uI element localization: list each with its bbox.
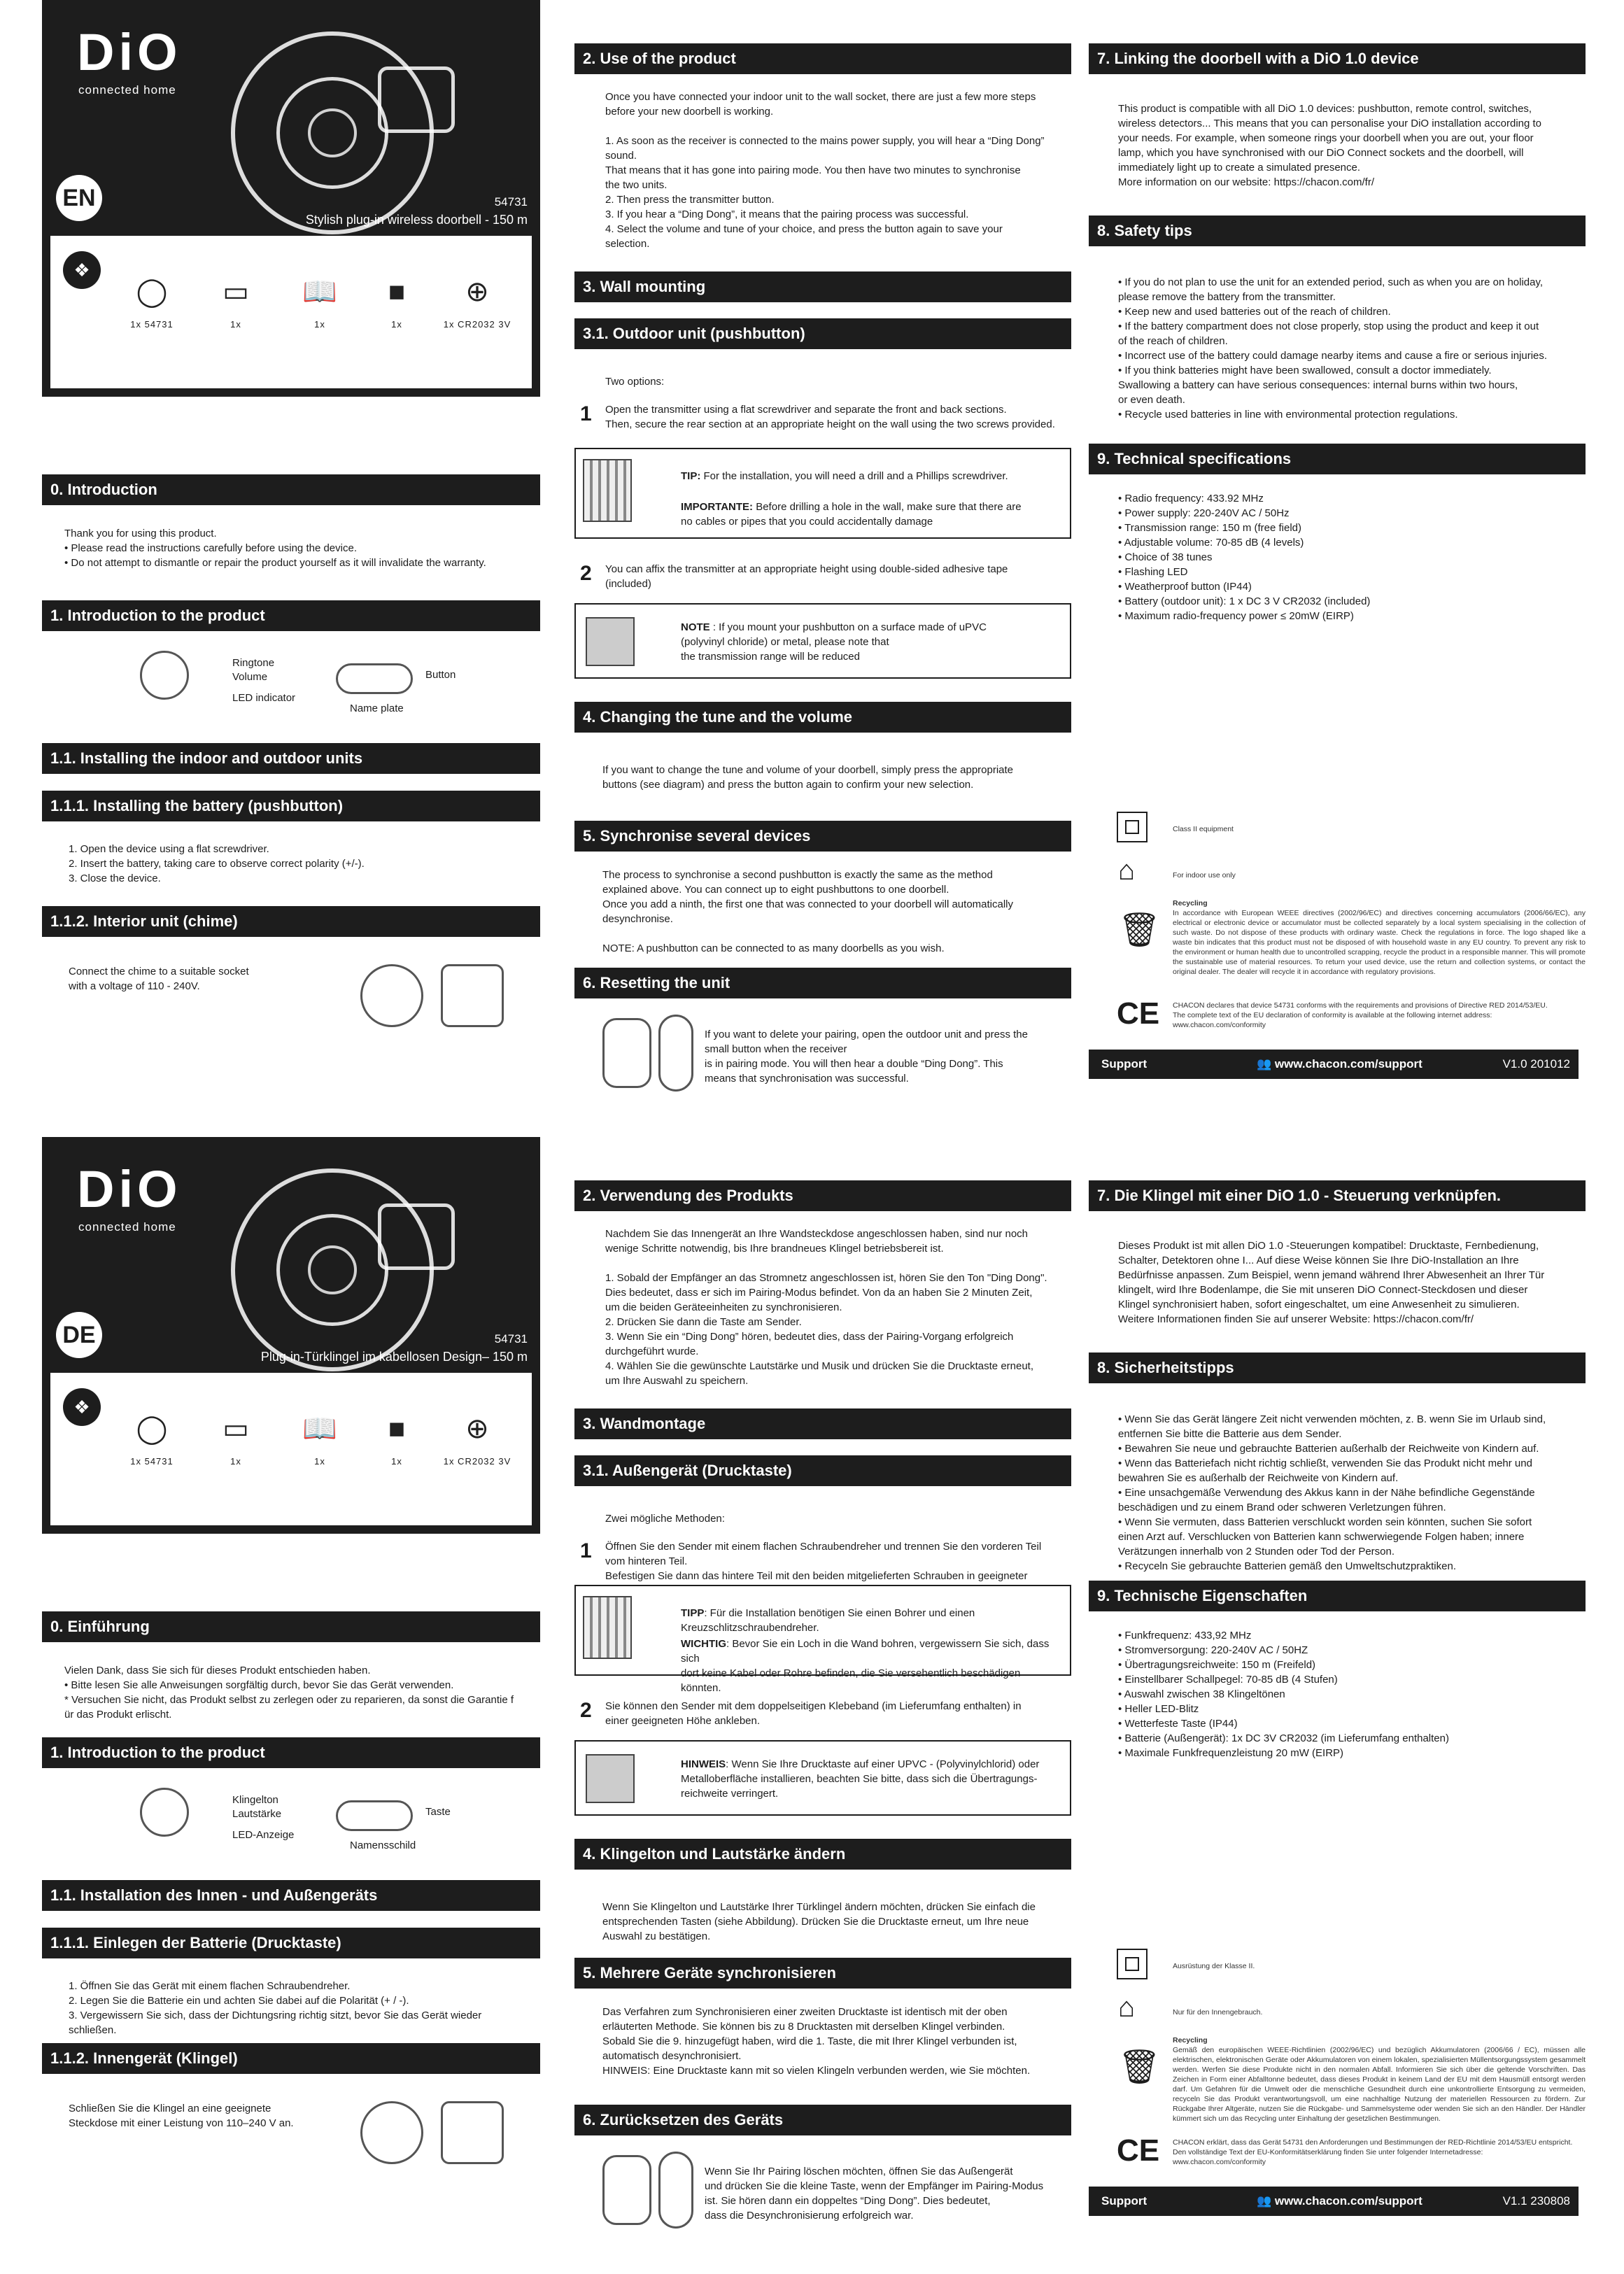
- class-ii-text: Class II equipment: [1173, 825, 1234, 833]
- cover: [42, 0, 540, 397]
- two-options: Zwei mögliche Methoden:: [605, 1513, 725, 1525]
- heading-intro-product: 1. Introduction to the product: [42, 1737, 540, 1768]
- heading-outdoor: 3.1. Outdoor unit (pushbutton): [574, 318, 1071, 349]
- important-text: [681, 1637, 1066, 1695]
- heading-sync: 5. Synchronise several devices: [574, 821, 1071, 852]
- tip-label: TIP:: [681, 470, 701, 482]
- tip-text: [681, 469, 1066, 483]
- step-1-number: 1: [580, 1539, 592, 1562]
- step-2-text: You can affix the transmitter at an appropriate height using double-sided adhesive tape (included): [605, 563, 1008, 590]
- step-1-text: Open the transmitter using a flat screwdriver and separate the front and back sections. Then, secure the rear section at an appropriate height on the wall using the two screws provided.: [605, 404, 1055, 430]
- pushbutton-icon: [658, 1015, 693, 1092]
- recycling-title: Recycling: [1173, 2036, 1208, 2045]
- label-button: Button: [425, 669, 456, 681]
- tip-body: For the installation, you will need a drill and a Phillips screwdriver.: [700, 470, 1008, 482]
- column-1: [42, 1137, 540, 2274]
- box-item-manual: [281, 271, 358, 331]
- plug-illustration: [378, 1203, 455, 1270]
- box-contents: [49, 234, 533, 390]
- recycling-text: Gemäß den europäischen WEEE-Richtlinien (2002/96/EC) und bezüglich Akkumulatoren (2006/66 / EC), müssen alle elektrischen, elektronischen Geräte oder Akkumulatoren von einem lokalen, spezialisierten Müllentsorgungssystem gesammelt werden. Werfen Sie diese Produkte nicht in den normalen Abfall. Informieren Sie sich über die geltende Vorschriften. Das Zeichen in Form einer Abfalltonne bedeutet, dass dieses Produkt in keinem Land der EU mit dem Hausmüll entsorgt werden darf. Um Gefahren für die Umwelt oder die menschliche Gesundheit durch eine unkontrollierte Entsorgung zu vermeiden, recyceln Sie das Produkt verantwortungsvoll, um eine nachhaltige Nutzung der materiellen Ressourcen zu fördern. Zur Rückgabe Ihrer Altgeräte, nutzen Sie die Rückgabe- und Sammelsysteme oder wenden Sie sich an den Händler. Der Händler kümmert sich um das Recycling unter Einhaltung der gesetzlichen Bestimmungen.: [1173, 2046, 1586, 2123]
- box-item-label: 1x CR2032 3V: [443, 1456, 511, 1467]
- important-label: IMPORTANTE:: [681, 501, 754, 513]
- pvc-surface-icon: [586, 617, 635, 666]
- box-item-chime: [113, 271, 190, 331]
- pushbutton-icon: [658, 2152, 693, 2229]
- battery-text: 1. Öffnen Sie das Gerät mit einem flachen Schraubendreher. 2. Legen Sie die Batterie ein und achten Sie dabei auf die Polarität (+ / -). 3. Vergewissern Sie sich, dass der Dichtungsring richtig sitzt, bevor Sie das Gerät wieder schließen.: [69, 1980, 482, 2036]
- weee-bin-icon: 🗑: [1118, 2049, 1161, 2086]
- label-volume: Lautstärke: [232, 1808, 282, 1820]
- box-item-label: 1x CR2032 3V: [443, 319, 511, 330]
- support-link[interactable]: 👥 www.chacon.com/support: [1257, 1057, 1422, 1071]
- tip-box: [574, 448, 1071, 539]
- recycling-title: Recycling: [1173, 899, 1208, 908]
- heading-link: 7. Linking the doorbell with a DiO 1.0 device: [1089, 43, 1586, 74]
- box-item-pushbutton: [197, 1408, 274, 1468]
- two-options: Two options:: [605, 376, 665, 388]
- heading-sync: 5. Mehrere Geräte synchronisieren: [574, 1958, 1071, 1989]
- chime-center: [308, 1245, 357, 1294]
- plug-illustration: [378, 66, 455, 133]
- important-label: WICHTIG: [681, 1638, 726, 1650]
- indoor-text: For indoor use only: [1173, 871, 1236, 880]
- pushbutton-icon: ▭: [223, 1413, 249, 1444]
- note-text: [681, 1757, 1066, 1801]
- cover: [42, 1137, 540, 1534]
- introduction-text: Vielen Dank, dass Sie sich für dieses Produkt entschieden haben. • Bitte lesen Sie alle Anweisungen sorgfältig durch, bevor Sie das Gerät verwenden. * Versuchen Sie nicht, das Produkt selbst zu zerlegen oder zu reparieren, da sonst die Garantie f ür das Produkt erlischt.: [64, 1665, 514, 1721]
- drill-wall-icon: [583, 459, 632, 522]
- reset-text: Wenn Sie Ihr Pairing löschen möchten, öffnen Sie das Außengerät und drücken Sie die kleine Taste, wenn der Empfänger im Pairing-Modus ist. Sie hören dann ein doppeltes “Ding Dong”. Dies bedeutet, dass die Desynchronisierung erfolgreich war.: [705, 2166, 1044, 2222]
- pushbutton-diagram: [336, 663, 413, 694]
- box-item-label: 1x: [391, 1456, 402, 1467]
- heading-wall: 3. Wandmontage: [574, 1408, 1071, 1439]
- important-body: Before drilling a hole in the wall, make sure that there are no cables or pipes that you could accidentally damage: [681, 501, 1022, 528]
- column-1: [42, 0, 540, 1137]
- heading-installing: 1.1. Installation des Innen - und Außengeräts: [42, 1880, 540, 1911]
- label-volume: Volume: [232, 671, 268, 683]
- note-body: : If you mount your pushbutton on a surface made of uPVC (polyvinyl chloride) or metal, please note that the transmission range will be reduced: [681, 621, 987, 663]
- link-text: This product is compatible with all DiO 1.0 devices: pushbutton, remote control, switches, wireless detectors... This means that you can personalise your DiO installation according to your needs. For example, when someone rings your doorbell when you are out, your floor lamp, which you have synchronised with our DiO Connect sockets and the doorbell, will immediately light up to create a simulated presence. More information on our website: https://chacon.com/fr/: [1118, 103, 1542, 188]
- box-item-tape: [358, 1408, 435, 1468]
- step-1-number: 1: [580, 402, 592, 425]
- ce-text: CHACON declares that device 54731 conforms with the requirements and provisions of Directive RED 2014/53/EU. The complete text of the EU declaration of conformity is available at the following internet address: www.chacon.com/conformity: [1173, 1001, 1548, 1029]
- label-nameplate: Namensschild: [350, 1839, 416, 1851]
- box-item-label: 1x 54731: [130, 1456, 174, 1467]
- heading-interior: 1.1.2. Interior unit (chime): [42, 906, 540, 937]
- language-badge: DE: [56, 1312, 102, 1358]
- heading-wall: 3. Wall mounting: [574, 271, 1071, 302]
- tip-box: [574, 1585, 1071, 1694]
- product-title: Stylish plug-in wireless doorbell - 150 m: [305, 213, 528, 227]
- box-item-label: 1x 54731: [130, 319, 174, 330]
- interior-text: Schließen Sie die Klingel an eine geeignete Steckdose mit einer Leistung von 110–240 V an.: [69, 2103, 294, 2129]
- class-ii-text: Ausrüstung der Klasse II.: [1173, 1962, 1255, 1970]
- tech-text: • Radio frequency: 433.92 MHz • Power supply: 220-240V AC / 50Hz • Transmission range: 150 m (free field) • Adjustable volume: 70-85 dB (4 levels) • Choice of 38 tunes • Flashing LED • Weatherproof button (IP44) • Battery (outdoor unit): 1 x DC 3 V CR2032 (included) • Maximum radio-frequency power ≤ 20mW (EIRP): [1118, 493, 1371, 622]
- ce-text: CHACON erklärt, dass das Gerät 54731 den Anforderungen und Bestimmungen der RED-Richtlinie 2014/53/EU entspricht. Den vollständige Text der EU-Konformitätserklärung finden Sie unter folgender Internetadresse: www.chacon.com/conformity: [1173, 2138, 1573, 2166]
- brand-subtitle: connected home: [78, 1220, 176, 1234]
- package-icon: ❖: [63, 1388, 101, 1426]
- support-url[interactable]: www.chacon.com/support: [1274, 2194, 1422, 2208]
- adhesive-tape-icon: ■: [388, 276, 406, 307]
- chime-socket-diagram: [360, 2101, 423, 2164]
- note-label: NOTE: [681, 621, 710, 633]
- battery-icon: ⊕: [465, 276, 489, 307]
- heading-link: 7. Die Klingel mit einer DiO 1.0 - Steuerung verknüpfen.: [1089, 1180, 1586, 1211]
- important-text: [681, 500, 1066, 529]
- chime-icon: ◯: [136, 1413, 168, 1444]
- label-led: LED-Anzeige: [232, 1829, 295, 1841]
- class-ii-icon: [1117, 1949, 1148, 1979]
- model-number: 54731: [494, 1332, 528, 1346]
- heading-change: 4. Klingelton und Lautstärke ändern: [574, 1839, 1071, 1870]
- heading-introduction: 0. Einführung: [42, 1611, 540, 1642]
- safety-text: • If you do not plan to use the unit for an extended period, such as when you are on holiday, please remove the battery from the transmitter. • Keep new and used batteries out of the reach of children. • If the battery compartment does not close properly, stop using the product and keep it out of the reach of children. • Incorrect use of the battery could damage nearby items and cause a fire or serious injuries. • If you think batteries might have been swallowed, consult a doctor immediately. Swallowing a battery can have serious consequences: internal burns within two hours, or even death. • Recycle used batteries in line with environmental protection regulations.: [1118, 276, 1548, 421]
- socket-icon: [441, 2101, 504, 2164]
- sync-text: The process to synchronise a second pushbutton is exactly the same as the method explained above. You can connect up to eight pushbuttons to one doorbell. Once you add a ninth, the first one that was connected to your doorbell will automatically desynchronise. NOTE: A pushbutton can be connected to as many doorbells as you wish.: [602, 869, 1013, 954]
- house-icon: ⌂: [1118, 855, 1136, 886]
- heading-interior: 1.1.2. Innengerät (Klingel): [42, 2043, 540, 2074]
- class-ii-icon: [1117, 812, 1148, 842]
- support-url[interactable]: www.chacon.com/support: [1274, 1057, 1422, 1071]
- safety-text: • Wenn Sie das Gerät längere Zeit nicht verwenden möchten, z. B. wenn Sie im Urlaub sind, entfernen Sie bitte die Batterie aus dem Sender. • Bewahren Sie neue und gebrauchte Batterien außerhalb der Reichweite von Kindern auf. • Wenn das Batteriefach nicht richtig schließt, verwenden Sie das Produkt nicht mehr und bewahren Sie es außerhalb der Reichweite von Kindern auf. • Eine unsachgemäße Verwendung des Akkus kann in der Nähe befindliche Gegenstände beschädigen und zu einem Brand oder schweren Verletzungen führen. • Wenn Sie vermuten, dass Batterien verschluckt worden sein könnten, suchen Sie sofort einen Arzt auf. Verschlucken von Batterien kann schwerwiegende Folgen haben; innere Verätzungen innerhalb von 2 Stunden oder Tod der Person. • Recyceln Sie gebrauchte Batterien gemäß den Umweltschutzpraktiken.: [1118, 1413, 1546, 1572]
- version: V1.1 230808: [1502, 2194, 1570, 2208]
- label-ringtone: Klingelton: [232, 1794, 278, 1806]
- introduction-text: Thank you for using this product. • Please read the instructions carefully before using the device. • Do not attempt to dismantle or repair the product yourself as it will invalidate the warranty.: [64, 528, 486, 569]
- tip-text: [681, 1606, 1066, 1635]
- tech-text: • Funkfrequenz: 433,92 MHz • Stromversorgung: 220-240V AC / 50HZ • Übertragungsreichweite: 150 m (Freifeld) • Einstellbarer Schallpegel: 70-85 dB (4 Stufen) • Auswahl zwischen 38 Klingeltönen • Heller LED-Blitz • Wetterfeste Taste (IP44) • Batterie (Außengerät): 1x DC 3V CR2032 (im Lieferumfang enthalten) • Maximale Funkfrequenzleistung 20 mW (EIRP): [1118, 1630, 1449, 1759]
- label-led: LED indicator: [232, 692, 296, 704]
- house-icon: ⌂: [1118, 1992, 1136, 2023]
- step-2-text: Sie können den Sender mit dem doppelseitigen Klebeband (im Lieferumfang enthalten) in einer geeigneten Höhe ankleben.: [605, 1700, 1022, 1727]
- manual-icon: 📖: [302, 1413, 337, 1444]
- use-text: Once you have connected your indoor unit to the wall socket, there are just a few more steps before your new doorbell is working. 1. As soon as the receiver is connected to the mains power supply, you will hear a “Ding Dong” sound. That means that it has gone into pairing mode. You then have two minutes to synchronise the two units. 2. Then press the transmitter button. 3. If you hear a “Ding Dong”, it means that the pairing process was successful. 4. Select the volume and tune of your choice, and press the button again to save your selection.: [605, 91, 1045, 250]
- box-item-manual: [281, 1408, 358, 1468]
- hand-press-icon: [602, 1018, 651, 1088]
- box-item-label: 1x: [314, 319, 325, 330]
- heading-introduction: 0. Introduction: [42, 474, 540, 505]
- ce-mark-icon: CE: [1117, 2133, 1160, 2168]
- manual-icon: 📖: [302, 276, 337, 307]
- step-1-text: Öffnen Sie den Sender mit einem flachen Schraubendreher und trennen Sie den vorderen Teil vom hinteren Teil. Befestigen Sie dann das hintere Teil mit den beiden mitgelieferten Schrauben in geeigneter: [605, 1541, 1042, 1582]
- column-2: [574, 0, 1071, 1137]
- column-2: [574, 1137, 1071, 2274]
- ce-mark-icon: CE: [1117, 996, 1160, 1031]
- heading-change: 4. Changing the tune and the volume: [574, 702, 1071, 733]
- box-contents: [49, 1371, 533, 1527]
- box-item-chime: [113, 1408, 190, 1468]
- step-2-number: 2: [580, 562, 592, 585]
- note-box: [574, 1740, 1071, 1816]
- package-icon: ❖: [63, 251, 101, 289]
- model-number: 54731: [494, 195, 528, 209]
- box-item-battery: [439, 271, 516, 331]
- support-label: Support: [1101, 1057, 1148, 1071]
- heading-tech: 9. Technical specifications: [1089, 444, 1586, 474]
- pvc-surface-icon: [586, 1754, 635, 1803]
- link-text: Dieses Produkt ist mit allen DiO 1.0 -Steuerungen kompatibel: Drucktaste, Fernbedienung, Schalter, Detektoren ohne I... Auf diese Weise können Sie Ihre DiO-Installation an Ihre Bedürfnisse anpassen. Zum Beispiel, wenn jemand während Ihrer Abwesenheit an Ihrer Tür klingelt, wird Ihre Bodenlampe, die Sie mit unseren DiO Connect-Steckdosen und dieser Klingel synchronisiert haben, sofort eingeschaltet, um eine Anwesenheit zu simulieren. Weitere Informationen finden Sie auf unserer Website: https://chacon.com/fr/: [1118, 1240, 1545, 1325]
- support-link[interactable]: 👥 www.chacon.com/support: [1257, 2194, 1422, 2208]
- column-3: [1089, 1137, 1586, 2274]
- use-text: Nachdem Sie das Innengerät an Ihre Wandsteckdose angeschlossen haben, sind nur noch wenige Schritte notwendig, bis Ihre brandneues Klingel betriebsbereit ist. 1. Sobald der Empfänger an das Stromnetz angeschlossen ist, hören Sie den Ton "Ding Dong". Dies bedeutet, dass er sich im Pairing-Modus befindet. Von da an haben Sie 2 Minuten Zeit, um die beiden Geräteeinheiten zu synchronisieren. 2. Drücken Sie dann die Taste am Sender. 3. Wenn Sie ein “Ding Dong” hören, bedeutet dies, dass der Pairing-Vorgang erfolgreich durchgeführt wurde. 4. Wählen Sie die gewünschte Lautstärke und Musik und drücken Sie die Drucktaste erneut, um Ihre Auswahl zu speichern.: [605, 1228, 1047, 1387]
- heading-safety: 8. Safety tips: [1089, 216, 1586, 246]
- note-body: : Wenn Sie Ihre Drucktaste auf einer UPVC - (Polyvinylchlorid) oder Metalloberfläche installieren, beachten Sie bitte, dass sich die Übertragungs- reichweite verringert.: [681, 1758, 1040, 1800]
- chime-diagram: [140, 1788, 189, 1837]
- note-label: HINWEIS: [681, 1758, 726, 1770]
- heading-reset: 6. Resetting the unit: [574, 968, 1071, 998]
- indoor-text: Nur für den Innengebrauch.: [1173, 2008, 1263, 2017]
- column-3: [1089, 0, 1586, 1137]
- support-label: Support: [1101, 2194, 1148, 2208]
- weee-bin-icon: 🗑: [1118, 912, 1161, 949]
- chime-diagram: [140, 651, 189, 700]
- chime-socket-diagram: [360, 964, 423, 1027]
- language-badge: EN: [56, 175, 102, 221]
- box-item-label: 1x: [314, 1456, 325, 1467]
- box-item-battery: [439, 1408, 516, 1468]
- pushbutton-icon: ▭: [223, 276, 249, 307]
- heading-tech: 9. Technische Eigenschaften: [1089, 1581, 1586, 1611]
- tip-body: : Für die Installation benötigen Sie einen Bohrer und einen Kreuzschlitzschraubendreher.: [681, 1607, 975, 1634]
- step-2-number: 2: [580, 1699, 592, 1722]
- heading-installing: 1.1. Installing the indoor and outdoor units: [42, 743, 540, 774]
- label-nameplate: Name plate: [350, 702, 404, 714]
- label-button: Taste: [425, 1806, 451, 1818]
- sync-text: Das Verfahren zum Synchronisieren einer zweiten Drucktaste ist identisch mit der oben erläuterten Methode. Sie können bis zu 8 Drucktasten mit derselben Klingel verbinden. Sobald Sie die 9. hinzugefügt haben, wird die 1. Taste, die mit Ihrer Klingel verbunden ist, automatisch desynchronisiert. HINWEIS: Eine Drucktaste kann mit so vielen Klingeln verbunden werden, wie Sie möchten.: [602, 2006, 1031, 2077]
- heading-battery: 1.1.1. Installing the battery (pushbutton): [42, 791, 540, 821]
- hand-press-icon: [602, 2155, 651, 2225]
- box-item-label: 1x: [391, 319, 402, 330]
- heading-use: 2. Use of the product: [574, 43, 1071, 74]
- brand-subtitle: connected home: [78, 83, 176, 97]
- recycling-text: In accordance with European WEEE directives (2002/96/EC) and directives concerning accumulators (2006/66/EC), any electrical or electronic device or accumulator must be collected separately by a local system specialising in the collection of such waste. Do not dispose of these products with ordinary waste. Check the regulations in force. The logo shaped like a waste bin indicates that this product must not be disposed of with household waste in any EU country. To prevent any risk to the environment or human health due to uncontrolled scrapping, recycle the product in a responsible manner. This will promote the sustainable use of material resources. To return your used device, use the return and collection systems, or contact the original dealer. The dealer will recycle it in accordance with regulatory provisions.: [1173, 909, 1586, 976]
- product-title: Plug-in-Türklingel im kabellosen Design– 150 m: [260, 1350, 528, 1364]
- interior-text: Connect the chime to a suitable socket with a voltage of 110 - 240V.: [69, 966, 249, 992]
- tip-label: TIPP: [681, 1607, 705, 1619]
- reset-text: If you want to delete your pairing, open the outdoor unit and press the small button when the receiver is in pairing mode. You will then hear a double “Ding Dong”. This means that synchronisation was successful.: [705, 1029, 1028, 1085]
- note-text: [681, 620, 1066, 664]
- change-text: Wenn Sie Klingelton und Lautstärke Ihrer Türklingel ändern möchten, drücken Sie einfach die entsprechenden Tasten (siehe Abbildung). Drücken Sie die Drucktaste erneut, um Ihre neue Auswahl zu bestätigen.: [602, 1901, 1036, 1942]
- socket-icon: [441, 964, 504, 1027]
- note-box: [574, 603, 1071, 679]
- important-body: : Bevor Sie ein Loch in die Wand bohren, vergewissern Sie sich, dass sich dort keine Kabel oder Rohre befinden, die Sie versehentlich beschädigen könnten.: [681, 1638, 1050, 1694]
- box-item-label: 1x: [230, 319, 241, 330]
- pushbutton-diagram: [336, 1800, 413, 1831]
- box-item-pushbutton: [197, 271, 274, 331]
- label-ringtone: Ringtone: [232, 657, 275, 669]
- battery-text: 1. Open the device using a flat screwdriver. 2. Insert the battery, taking care to observe correct polarity (+/-). 3. Close the device.: [69, 843, 365, 884]
- change-text: If you want to change the tune and volume of your doorbell, simply press the appropriate buttons (see diagram) and press the button again to confirm your new selection.: [602, 764, 1014, 791]
- version: V1.0 201012: [1502, 1057, 1570, 1071]
- battery-icon: ⊕: [465, 1413, 489, 1444]
- support-bar: [1089, 1050, 1579, 1079]
- brand-logo: DiO: [77, 1160, 182, 1218]
- heading-use: 2. Verwendung des Produkts: [574, 1180, 1071, 1211]
- chime-center: [308, 108, 357, 157]
- heading-safety: 8. Sicherheitstipps: [1089, 1353, 1586, 1383]
- heading-intro-product: 1. Introduction to the product: [42, 600, 540, 631]
- box-item-label: 1x: [230, 1456, 241, 1467]
- heading-outdoor: 3.1. Außengerät (Drucktaste): [574, 1455, 1071, 1486]
- brand-logo: DiO: [77, 23, 182, 81]
- manual-section-de: [0, 1137, 1624, 2274]
- drill-wall-icon: [583, 1596, 632, 1659]
- heading-reset: 6. Zurücksetzen des Geräts: [574, 2105, 1071, 2135]
- box-item-tape: [358, 271, 435, 331]
- adhesive-tape-icon: ■: [388, 1413, 406, 1444]
- heading-battery: 1.1.1. Einlegen der Batterie (Drucktaste): [42, 1928, 540, 1958]
- chime-icon: ◯: [136, 276, 168, 307]
- support-bar: [1089, 2187, 1579, 2216]
